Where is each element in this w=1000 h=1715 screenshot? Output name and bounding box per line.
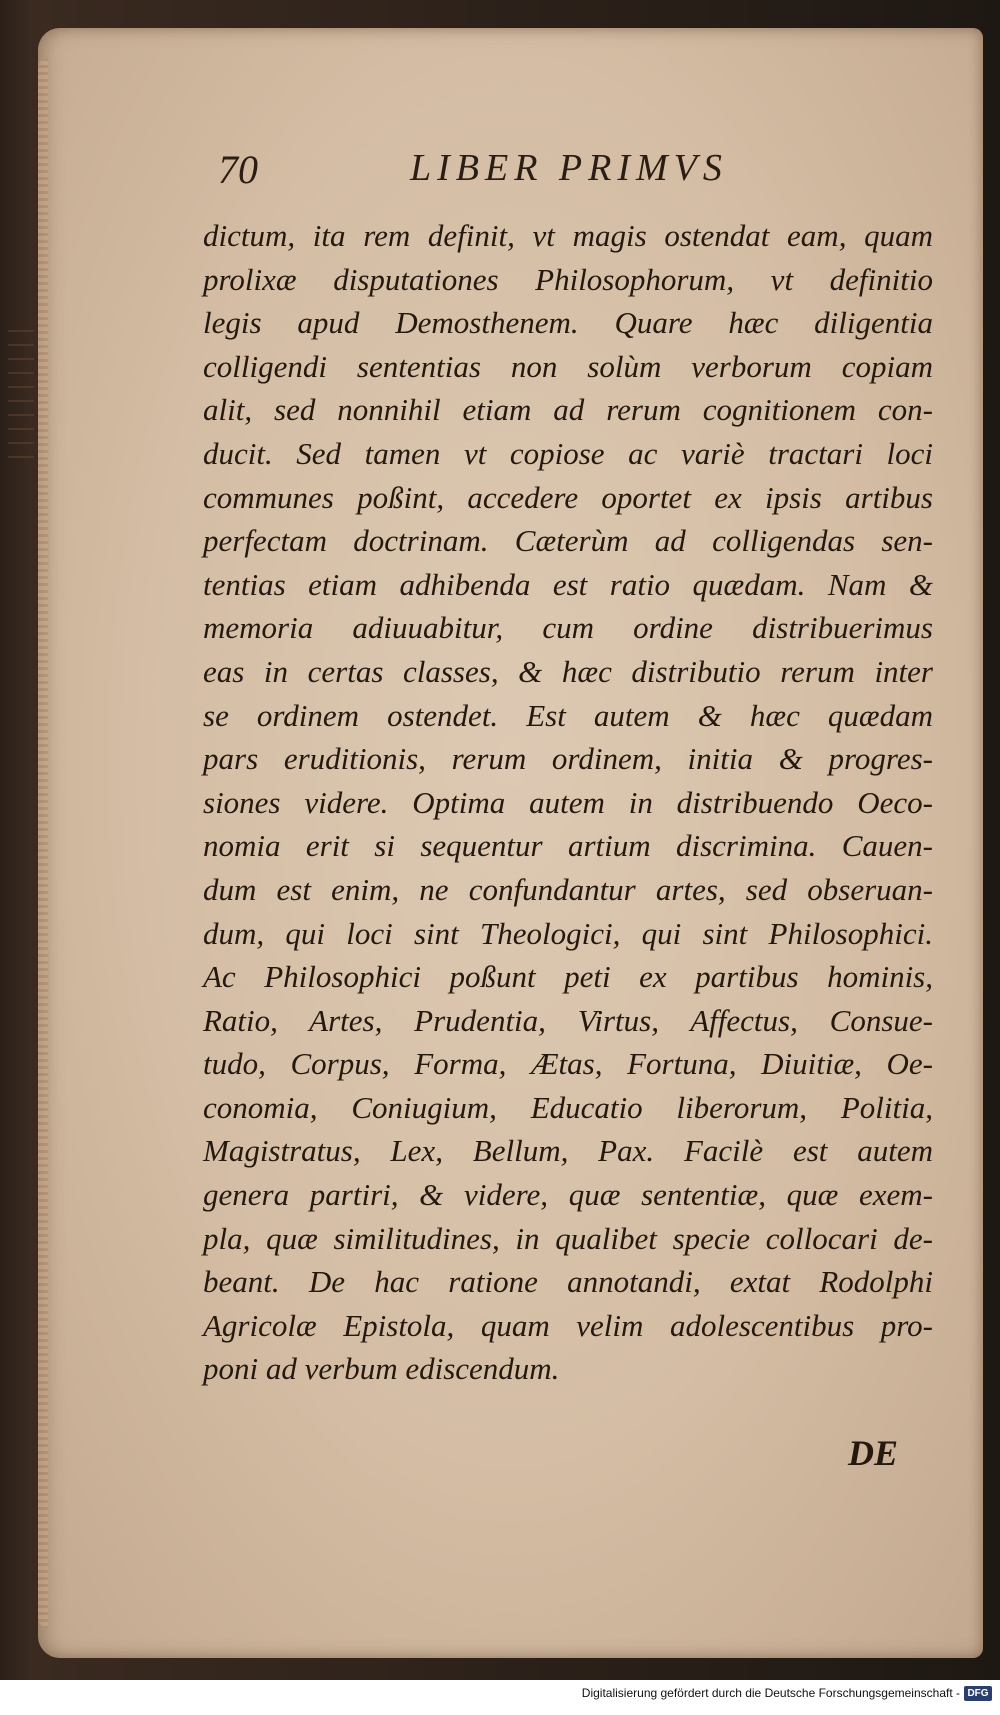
text-line: genera partiri, & videre, quæ sententiæ, quæ exem- <box>203 1177 933 1213</box>
text-line: beant. De hac ratione annotandi, extat Rodolphi <box>203 1264 933 1300</box>
book-page <box>38 28 983 1658</box>
text-line: legis apud Demosthenem. Quare hæc diligentia <box>203 305 933 341</box>
body-text <box>203 214 933 1391</box>
text-line: tudo, Corpus, Forma, Ætas, Fortuna, Diuitiæ, Oe- <box>203 1046 933 1082</box>
page-gutter-edge <box>38 58 48 1628</box>
text-line: memoria adiuuabitur, cum ordine distribuerimus <box>203 610 933 646</box>
text-line: perfectam doctrinam. Cæterùm ad colligendas sen- <box>203 523 933 559</box>
text-line: alit, sed nonnihil etiam ad rerum cognitionem con- <box>203 392 933 428</box>
text-line: conomia, Coniugium, Educatio liberorum, Politia, <box>203 1089 933 1125</box>
text-line: nomia erit si sequentur artium discrimina. Cauen- <box>203 828 933 864</box>
page-header <box>38 146 983 206</box>
text-line: dum est enim, ne confundantur artes, sed obseruan- <box>203 871 933 907</box>
text-line: ducit. Sed tamen vt copiose ac variè tractari loci <box>203 435 933 471</box>
text-line: tentias etiam adhibenda est ratio quædam. Nam & <box>203 566 933 602</box>
dfg-logo: DFG <box>964 1686 992 1701</box>
text-line: Ac Philosophici poßunt peti ex partibus hominis, <box>203 959 933 995</box>
text-line: Ratio, Artes, Prudentia, Virtus, Affectus, Consue- <box>203 1002 933 1038</box>
text-line: communes poßint, accedere oportet ex ipsis artibus <box>203 479 933 515</box>
text-line: eas in certas classes, & hæc distributio rerum inter <box>203 653 933 689</box>
text-line: prolixæ disputationes Philosophorum, vt definitio <box>203 261 933 297</box>
text-line: Magistratus, Lex, Bellum, Pax. Facilè est autem <box>203 1133 933 1169</box>
text-line: dictum, ita rem definit, vt magis ostendat eam, quam <box>203 218 933 253</box>
text-line: se ordinem ostendet. Est autem & hæc quædam <box>203 697 933 733</box>
running-head: LIBER PRIMVS <box>410 147 728 189</box>
text-line: colligendi sententias non solùm verborum copiam <box>203 348 933 384</box>
text-line: pars eruditionis, rerum ordinem, initia & progres- <box>203 741 933 777</box>
page-number: 70 <box>218 147 258 192</box>
catchword: DE <box>848 1433 899 1473</box>
text-line: poni ad verbum ediscendum. <box>203 1351 560 1387</box>
footer-credit: Digitalisierung gefördert durch die Deutsche Forschungsgemeinschaft - <box>581 1686 960 1700</box>
text-line: Agricolæ Epistola, quam velim adolescentibus pro- <box>203 1307 933 1343</box>
text-line: siones videre. Optima autem in distribuendo Oeco- <box>203 784 933 820</box>
text-line: pla, quæ similitudines, in qualibet specie collocari de- <box>203 1220 933 1256</box>
adjacent-page-fragment <box>8 330 34 470</box>
text-line: dum, qui loci sint Theologici, qui sint Philosophici. <box>203 915 933 951</box>
